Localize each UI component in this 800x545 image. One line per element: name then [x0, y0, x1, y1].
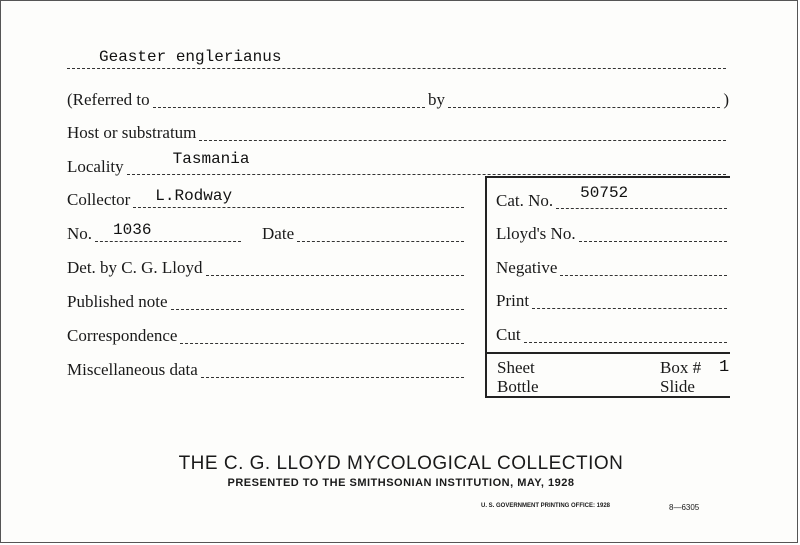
by-label: by	[427, 90, 445, 109]
correspondence-row	[67, 324, 467, 348]
collector-value: L.Rodway	[155, 187, 233, 205]
form-number: 8—6305	[669, 503, 700, 512]
box-label: Box #	[660, 358, 702, 377]
correspondence-field[interactable]	[180, 323, 464, 344]
number-value: 1036	[113, 221, 152, 239]
lloyds-no-row	[496, 222, 730, 246]
negative-label: Negative	[496, 258, 558, 277]
host-row	[67, 121, 729, 145]
misc-row	[67, 358, 467, 382]
published-field[interactable]	[171, 289, 464, 310]
collection-subtitle: PRESENTED TO THE SMITHSONIAN INSTITUTION, MAY, 1928	[227, 477, 575, 489]
host-field[interactable]	[199, 120, 726, 141]
det-label: Det. by C. G. Lloyd	[67, 258, 203, 277]
negative-row	[496, 256, 730, 280]
number-label: No.	[67, 224, 93, 243]
collector-field[interactable]	[133, 187, 464, 208]
catalog-box-divider	[485, 352, 730, 354]
collector-row	[67, 188, 467, 212]
print-row	[496, 289, 730, 313]
misc-label: Miscellaneous data	[67, 360, 198, 379]
lloyds-no-field[interactable]	[579, 221, 727, 242]
host-label: Host or substratum	[67, 123, 197, 142]
print-field[interactable]	[532, 288, 727, 309]
cat-no-row	[496, 184, 730, 213]
date-field[interactable]	[297, 221, 464, 242]
print-label: Print	[496, 291, 530, 310]
slide-label: Slide	[660, 377, 695, 396]
box-value: 1	[719, 358, 730, 377]
negative-field[interactable]	[560, 255, 727, 276]
misc-field[interactable]	[201, 357, 464, 378]
correspondence-label: Correspondence	[67, 326, 178, 345]
cut-label: Cut	[496, 325, 521, 344]
collector-label: Collector	[67, 190, 131, 209]
species-name: Geaster englerianus	[99, 48, 282, 66]
collection-title: THE C. G. LLOYD MYCOLOGICAL COLLECTION	[178, 453, 624, 474]
number-date-row	[67, 222, 467, 246]
cat-no-label: Cat. No.	[496, 191, 554, 210]
date-label: Date	[262, 224, 295, 243]
cut-field[interactable]	[524, 322, 727, 343]
det-row	[67, 256, 467, 280]
cut-row	[496, 323, 730, 347]
bottle-label: Bottle	[497, 377, 539, 396]
locality-value: Tasmania	[172, 150, 250, 168]
cat-no-value: 50752	[580, 184, 629, 202]
cat-no-field[interactable]	[556, 184, 727, 209]
referred-by-field[interactable]	[448, 87, 720, 108]
referred-close-paren: )	[723, 90, 730, 109]
locality-label: Locality	[67, 157, 124, 176]
species-row	[67, 49, 729, 73]
number-field[interactable]	[95, 221, 241, 242]
referred-to-row	[67, 88, 729, 112]
published-row	[67, 290, 467, 314]
det-field[interactable]	[206, 255, 464, 276]
referred-to-label: (Referred to	[67, 90, 150, 109]
sheet-label: Sheet	[497, 358, 535, 377]
referred-to-field[interactable]	[153, 87, 425, 108]
locality-field[interactable]	[127, 150, 726, 175]
species-field[interactable]	[67, 48, 726, 69]
published-label: Published note	[67, 292, 168, 311]
printing-office-note: U. S. GOVERNMENT PRINTING OFFICE: 1928	[481, 503, 611, 509]
lloyds-no-label: Lloyd's No.	[496, 224, 576, 243]
